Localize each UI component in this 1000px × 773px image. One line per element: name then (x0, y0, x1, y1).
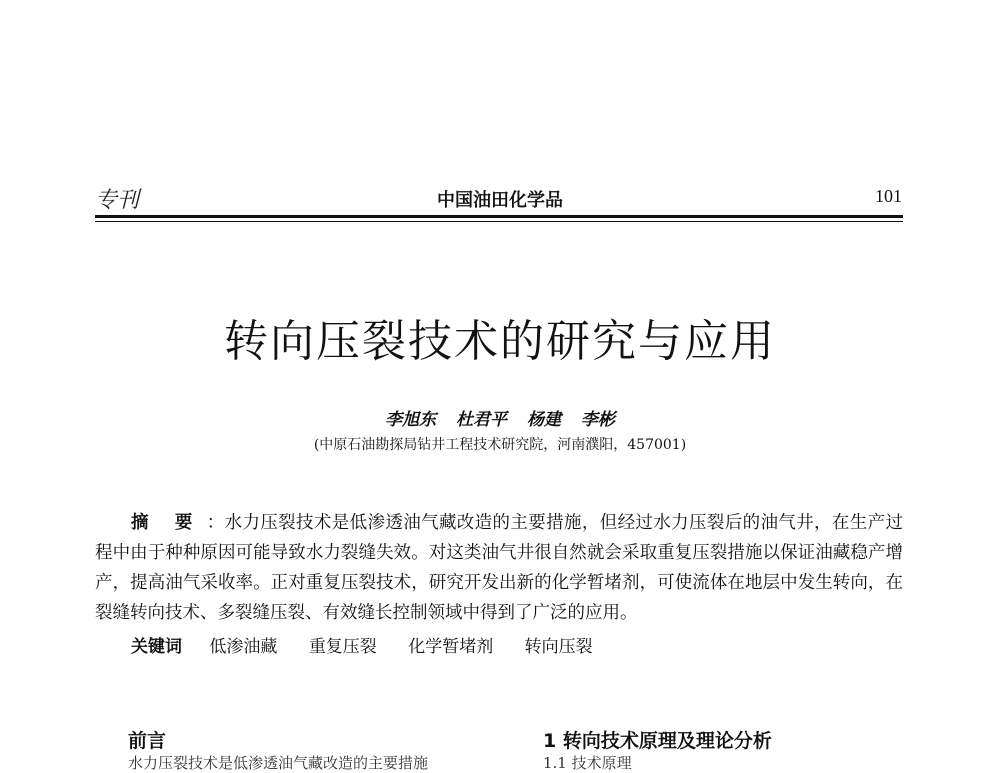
header-journal-title: 中国油田化学品 (437, 190, 563, 211)
keyword: 低渗油藏 (209, 637, 278, 657)
author-list (0, 405, 1000, 430)
author: 杨建 (526, 410, 561, 430)
keywords-label: 关键词 (131, 637, 182, 657)
section-heading-principle: 1 转向技术原理及理论分析 (543, 730, 772, 752)
body-text-right: 1.1 技术原理 (543, 754, 632, 772)
keyword: 重复压裂 (308, 637, 377, 657)
keyword: 转向压裂 (524, 637, 593, 657)
affiliation: (中原石油勘探局钻井工程技术研究院，河南濮阳，457001) (313, 437, 687, 453)
abstract-text: ：水力压裂技术是低渗透油气藏改造的主要措施，但经过水力压裂后的油气井，在生产过程中由于种种原因可能导致水力裂缝失效。对这类油气井很自然就会采取重复压裂措施以保证油藏稳产增产，提高油气采收率。正对重复压裂技术，研究开发出新的化学暂堵剂，可使流体在地层中发生转向，在裂缝转向技术、多裂缝压裂、有效缝长控制领域中得到了广泛的应用。 (95, 513, 904, 623)
page-number: 101 (875, 186, 902, 206)
header-rule-thick (95, 215, 903, 218)
paper-title: 转向压裂技术的研究与应用 (224, 316, 776, 367)
body-text-left: 水力压裂技术是低渗透油气藏改造的主要措施 (128, 754, 429, 772)
keywords (131, 632, 619, 657)
author: 杜君平 (456, 410, 508, 430)
section-heading-preface: 前言 (128, 730, 167, 752)
abstract (95, 508, 903, 628)
author: 李旭东 (385, 410, 437, 430)
header-journal-section: 专刊 (95, 188, 140, 213)
abstract-label: 摘要 (131, 513, 219, 533)
keyword: 化学暂堵剂 (408, 637, 494, 657)
author: 李彬 (580, 410, 615, 430)
header-rule-thin (95, 221, 903, 222)
